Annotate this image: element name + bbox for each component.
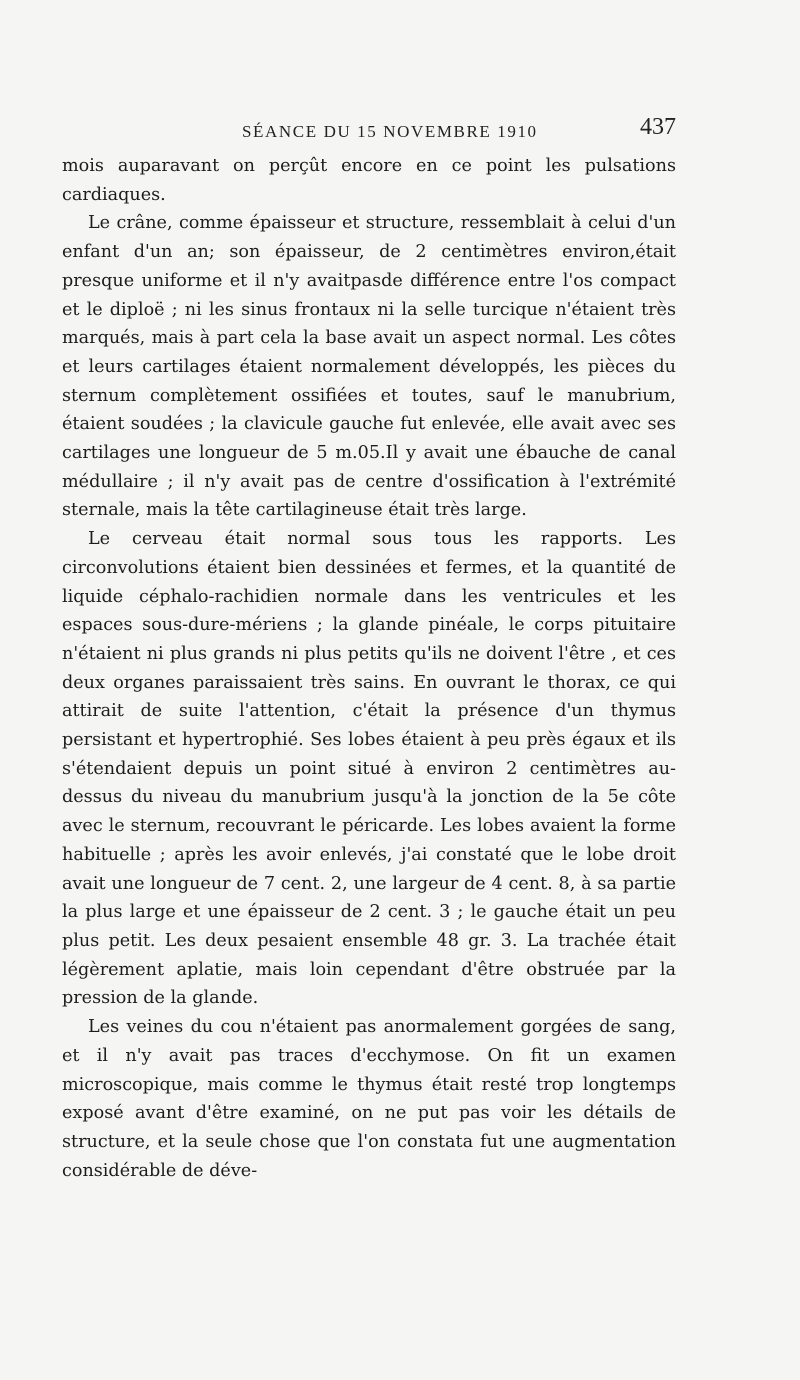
- paragraph-skull: Le crâne, comme épaisseur et structure, ressemblait à celui d'un enfant d'un an; son épaisseur, de 2 centimètres environ,était presque uniforme et il n'y avaitpasde différence entre l'os compact et le diploë ; ni les sinus frontaux ni la selle turcique n'étaient très marqués, mais à part cela la base avait un aspect normal. Les côtes et leurs cartilages étaient normalement développés, les pièces du sternum complètement ossifiées et toutes, sauf le manubrium, étaient soudées ; la clavicule gauche fut enlevée, elle avait avec ses cartilages une longueur de 5 m.05.Il y avait une ébauche de canal médullaire ; il n'y avait pas de centre d'ossification à l'extrémité sternale, mais la tête cartilagineuse était très large.: [62, 213, 676, 521]
- page-number: 437: [640, 114, 676, 140]
- paragraph-neck-veins: Les veines du cou n'étaient pas anormalement gorgées de sang, et il n'y avait pas traces d'ecchymose. On fit un examen microscopique, mais comme le thymus était resté trop longtemps exposé avant d'être examiné, on ne put pas voir les détails de structure, et la seule chose que l'on constata fut une augmentation considérable de déve-: [62, 1017, 676, 1181]
- paragraph-brain-thymus: Le cerveau était normal sous tous les rapports. Les circonvolutions étaient bien dessinées et fermes, et la quantité de liquide céphalo-rachidien normale dans les ventricules et les espaces sous-dure-mériens ; la glande pinéale, le corps pituitaire n'étaient ni plus grands ni plus petits qu'ils ne doivent l'être , et ces deux organes paraissaient très sains. En ouvrant le thorax, ce qui attirait de suite l'attention, c'était la présence d'un thymus persistant et hypertrophié. Ses lobes étaient à peu près égaux et ils s'étendaient depuis un point situé à environ 2 centimètres au-dessus du niveau du manubrium jusqu'à la jonction de la 5e côte avec le sternum, recouvrant le péricarde. Les lobes avaient la forme habituelle ; après les avoir enlevés, j'ai constaté que le lobe droit avait une longueur de 7 cent. 2, une largeur de 4 cent. 8, à sa partie la plus large et une épaisseur de 2 cent. 3 ; le gauche était un peu plus petit. Les deux pesaient ensemble 48 gr. 3. La trachée était légèrement aplatie, mais loin cependant d'être obstruée par la pression de la glande.: [62, 529, 676, 1009]
- body-text: [62, 152, 676, 1185]
- running-title: SÉANCE DU 15 NOVEMBRE 1910: [242, 122, 538, 141]
- paragraph-continuation: mois auparavant on perçût encore en ce point les pulsations cardiaques.: [62, 156, 676, 205]
- page-header: [62, 110, 676, 150]
